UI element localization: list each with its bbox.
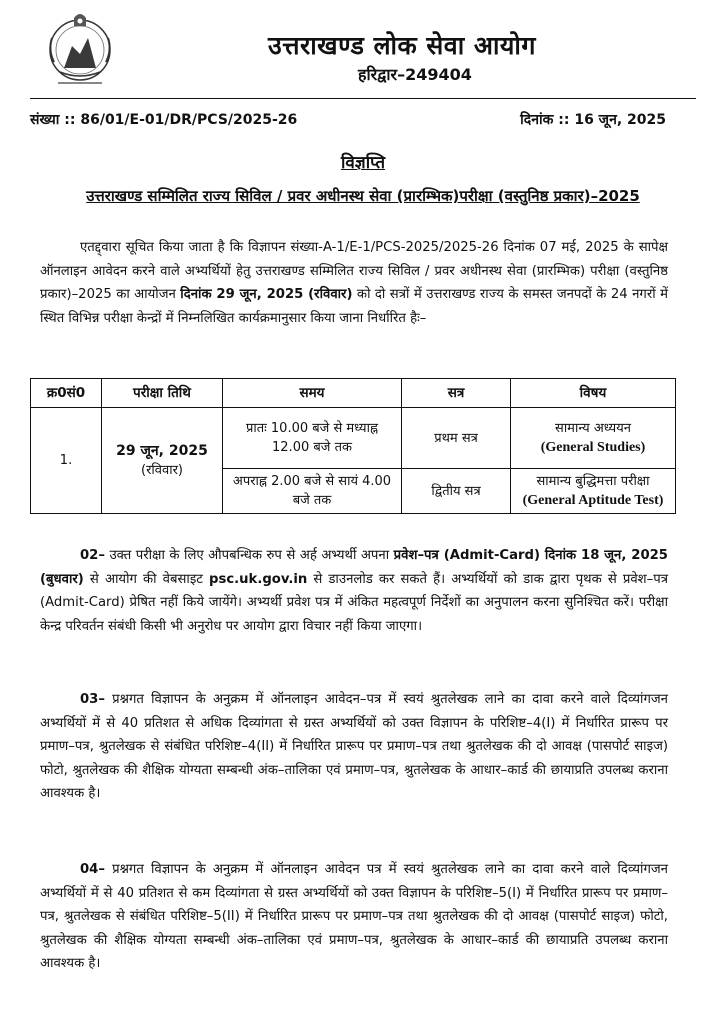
subject-hindi: सामान्य अध्ययन	[555, 421, 631, 436]
session-cell: प्रथम सत्र	[402, 408, 511, 469]
subject-cell	[511, 408, 676, 469]
para-02-number: 02–	[80, 548, 105, 563]
exam-schedule-table	[30, 378, 676, 514]
para-03-number: 03–	[80, 692, 105, 707]
subject-english: (General Aptitude Test)	[522, 493, 664, 508]
intro-paragraph	[40, 236, 668, 330]
exam-day: (रविवार)	[141, 462, 183, 478]
table-header-row	[31, 379, 676, 408]
subject-hindi: सामान्य बुद्धिमत्ता परीक्षा	[536, 474, 650, 489]
org-address: हरिद्वार–249404	[358, 65, 472, 84]
time-cell: प्रातः 10.00 बजे से मध्याह्न 12.00 बजे तक	[223, 408, 402, 469]
col-subject: विषय	[511, 379, 676, 408]
para-04-text: प्रश्नगत विज्ञापन के अनुक्रम में ऑनलाइन आवेदन पत्र में स्वयं श्रुतलेखक लाने का दावा करने वाले दिव्यांगजन अभ्यर्थियों में से 40 प्रतिशत से कम दिव्यांगता से ग्रस्त अभ्यर्थियों को उक्त विज्ञापन के परिशिष्ट–5(I) में निर्धारित प्रारूप पर प्रमाण–पत्र, श्रुतलेखक से संबंधित परिशिष्ट–5(II) में निर्धारित प्रारूप पर प्रमाण–पत्र तथा श्रुतलेखक की दो आवक्ष (पासपोर्ट साइज) फोटो, श्रुतलेखक की शैक्षिक योग्यता सम्बन्धी अंक–तालिका एवं प्रमाण–पत्र, श्रुतलेखक के आधार–कार्ड की छायाप्रति उपलब्ध कराना आवश्यक है।	[40, 862, 668, 972]
header-divider	[30, 98, 696, 99]
intro-text-1: एतद्द्वारा सूचित किया जाता है कि विज्ञापन संख्या-A-1/E-1/PCS-2025/2025-26 दिनांक 07 मई, 2025 के सापेक्ष ऑनलाइन आवेदन करने वाले अभ्यर्थियों हेतु उत्तराखण्ड सम्मिलित राज्य सिविल / प्रवर अधीनस्थ सेवा (प्रारम्भिक) परीक्षा (वस्तुनिष्ठ प्रकार)–2025 का आयोजन	[40, 240, 668, 303]
paragraph-02	[40, 544, 668, 638]
time-cell: अपराह्न 2.00 बजे से सायं 4.00 बजे तक	[223, 469, 402, 514]
subject-cell	[511, 469, 676, 514]
reference-number: संख्या :: 86/01/E-01/DR/PCS/2025-26	[30, 112, 298, 128]
para-04-number: 04–	[80, 862, 105, 877]
col-exam-date: परीक्षा तिथि	[102, 379, 223, 408]
para-02-text-2: से आयोग की वेबसाइट	[83, 571, 210, 587]
col-serial: क्र0सं0	[31, 379, 102, 408]
exam-date-cell	[102, 408, 223, 514]
session-cell: द्वितीय सत्र	[402, 469, 511, 514]
exam-title: उत्तराखण्ड सम्मिलित राज्य सिविल / प्रवर अधीनस्थ सेवा (प्रारम्भिक)परीक्षा (वस्तुनिष्ठ प्रकार)–2025	[86, 187, 640, 205]
notice-title: विज्ञप्ति	[340, 153, 386, 173]
col-time: समय	[223, 379, 402, 408]
table-row	[31, 408, 676, 469]
serial-cell: 1.	[31, 408, 102, 514]
paragraph-04	[40, 858, 668, 976]
para-02-text-1: उक्त परीक्षा के लिए औपबन्धिक रुप से अर्ह अभ्यर्थी अपना	[104, 548, 394, 563]
website-link[interactable]: psc.uk.gov.in	[209, 571, 308, 587]
paragraph-03	[40, 688, 668, 806]
subject-english: (General Studies)	[540, 440, 646, 455]
notice-date: दिनांक :: 16 जून, 2025	[520, 112, 666, 128]
para-02-text-3: से डाउनलोड कर सकते हैं। अभ्यर्थियों को डाक द्वारा पृथक से प्रवेश–पत्र (Admit-Card) प्रेषित नहीं किये जायेंगे। अभ्यर्थी प्रवेश पत्र में अंकित महत्वपूर्ण निर्देशों का अनुपालन करना सुनिश्चित करें। परीक्षा केन्द्र परिवर्तन संबंधी किसी भी अनुरोध पर आयोग द्वारा विचार नहीं किया जाएगा।	[40, 571, 668, 634]
admit-card-date: प्रवेश–पत्र (Admit-Card) दिनांक 18 जून, 2025 (बुधवार)	[40, 548, 668, 587]
exam-date: 29 जून, 2025	[116, 442, 208, 459]
col-session: सत्र	[402, 379, 511, 408]
org-name: उत्तराखण्ड लोक सेवा आयोग	[268, 31, 536, 60]
commission-emblem-icon	[40, 8, 120, 88]
intro-text-2: को दो सत्रों में उत्तराखण्ड राज्य के समस्त जनपदों के 24 नगरों में स्थित विभिन्न परीक्षा केन्द्रों में निम्नलिखित कार्यक्रमानुसार किया जाना निर्धारित हैः–	[40, 287, 668, 326]
intro-bold-date: दिनांक 29 जून, 2025 (रविवार)	[180, 287, 353, 303]
para-03-text: प्रश्नगत विज्ञापन के अनुक्रम में ऑनलाइन आवेदन–पत्र में स्वयं श्रुतलेखक लाने का दावा करने वाले दिव्यांगजन अभ्यर्थियों में से 40 प्रतिशत से अधिक दिव्यांगता से ग्रस्त अभ्यर्थियों को उक्त विज्ञापन के परिशिष्ट–4(I) में निर्धारित प्रारूप पर प्रमाण–पत्र, श्रुतलेखक से संबंधित परिशिष्ट–4(II) में निर्धारित प्रारूप पर प्रमाण–पत्र तथा श्रुतलेखक की दो आवक्ष (पासपोर्ट साइज) फोटो, श्रुतलेखक की शैक्षिक योग्यता सम्बन्धी अंक–तालिका एवं प्रमाण–पत्र, श्रुतलेखक के आधार–कार्ड की छायाप्रति उपलब्ध कराना आवश्यक है।	[40, 692, 668, 802]
